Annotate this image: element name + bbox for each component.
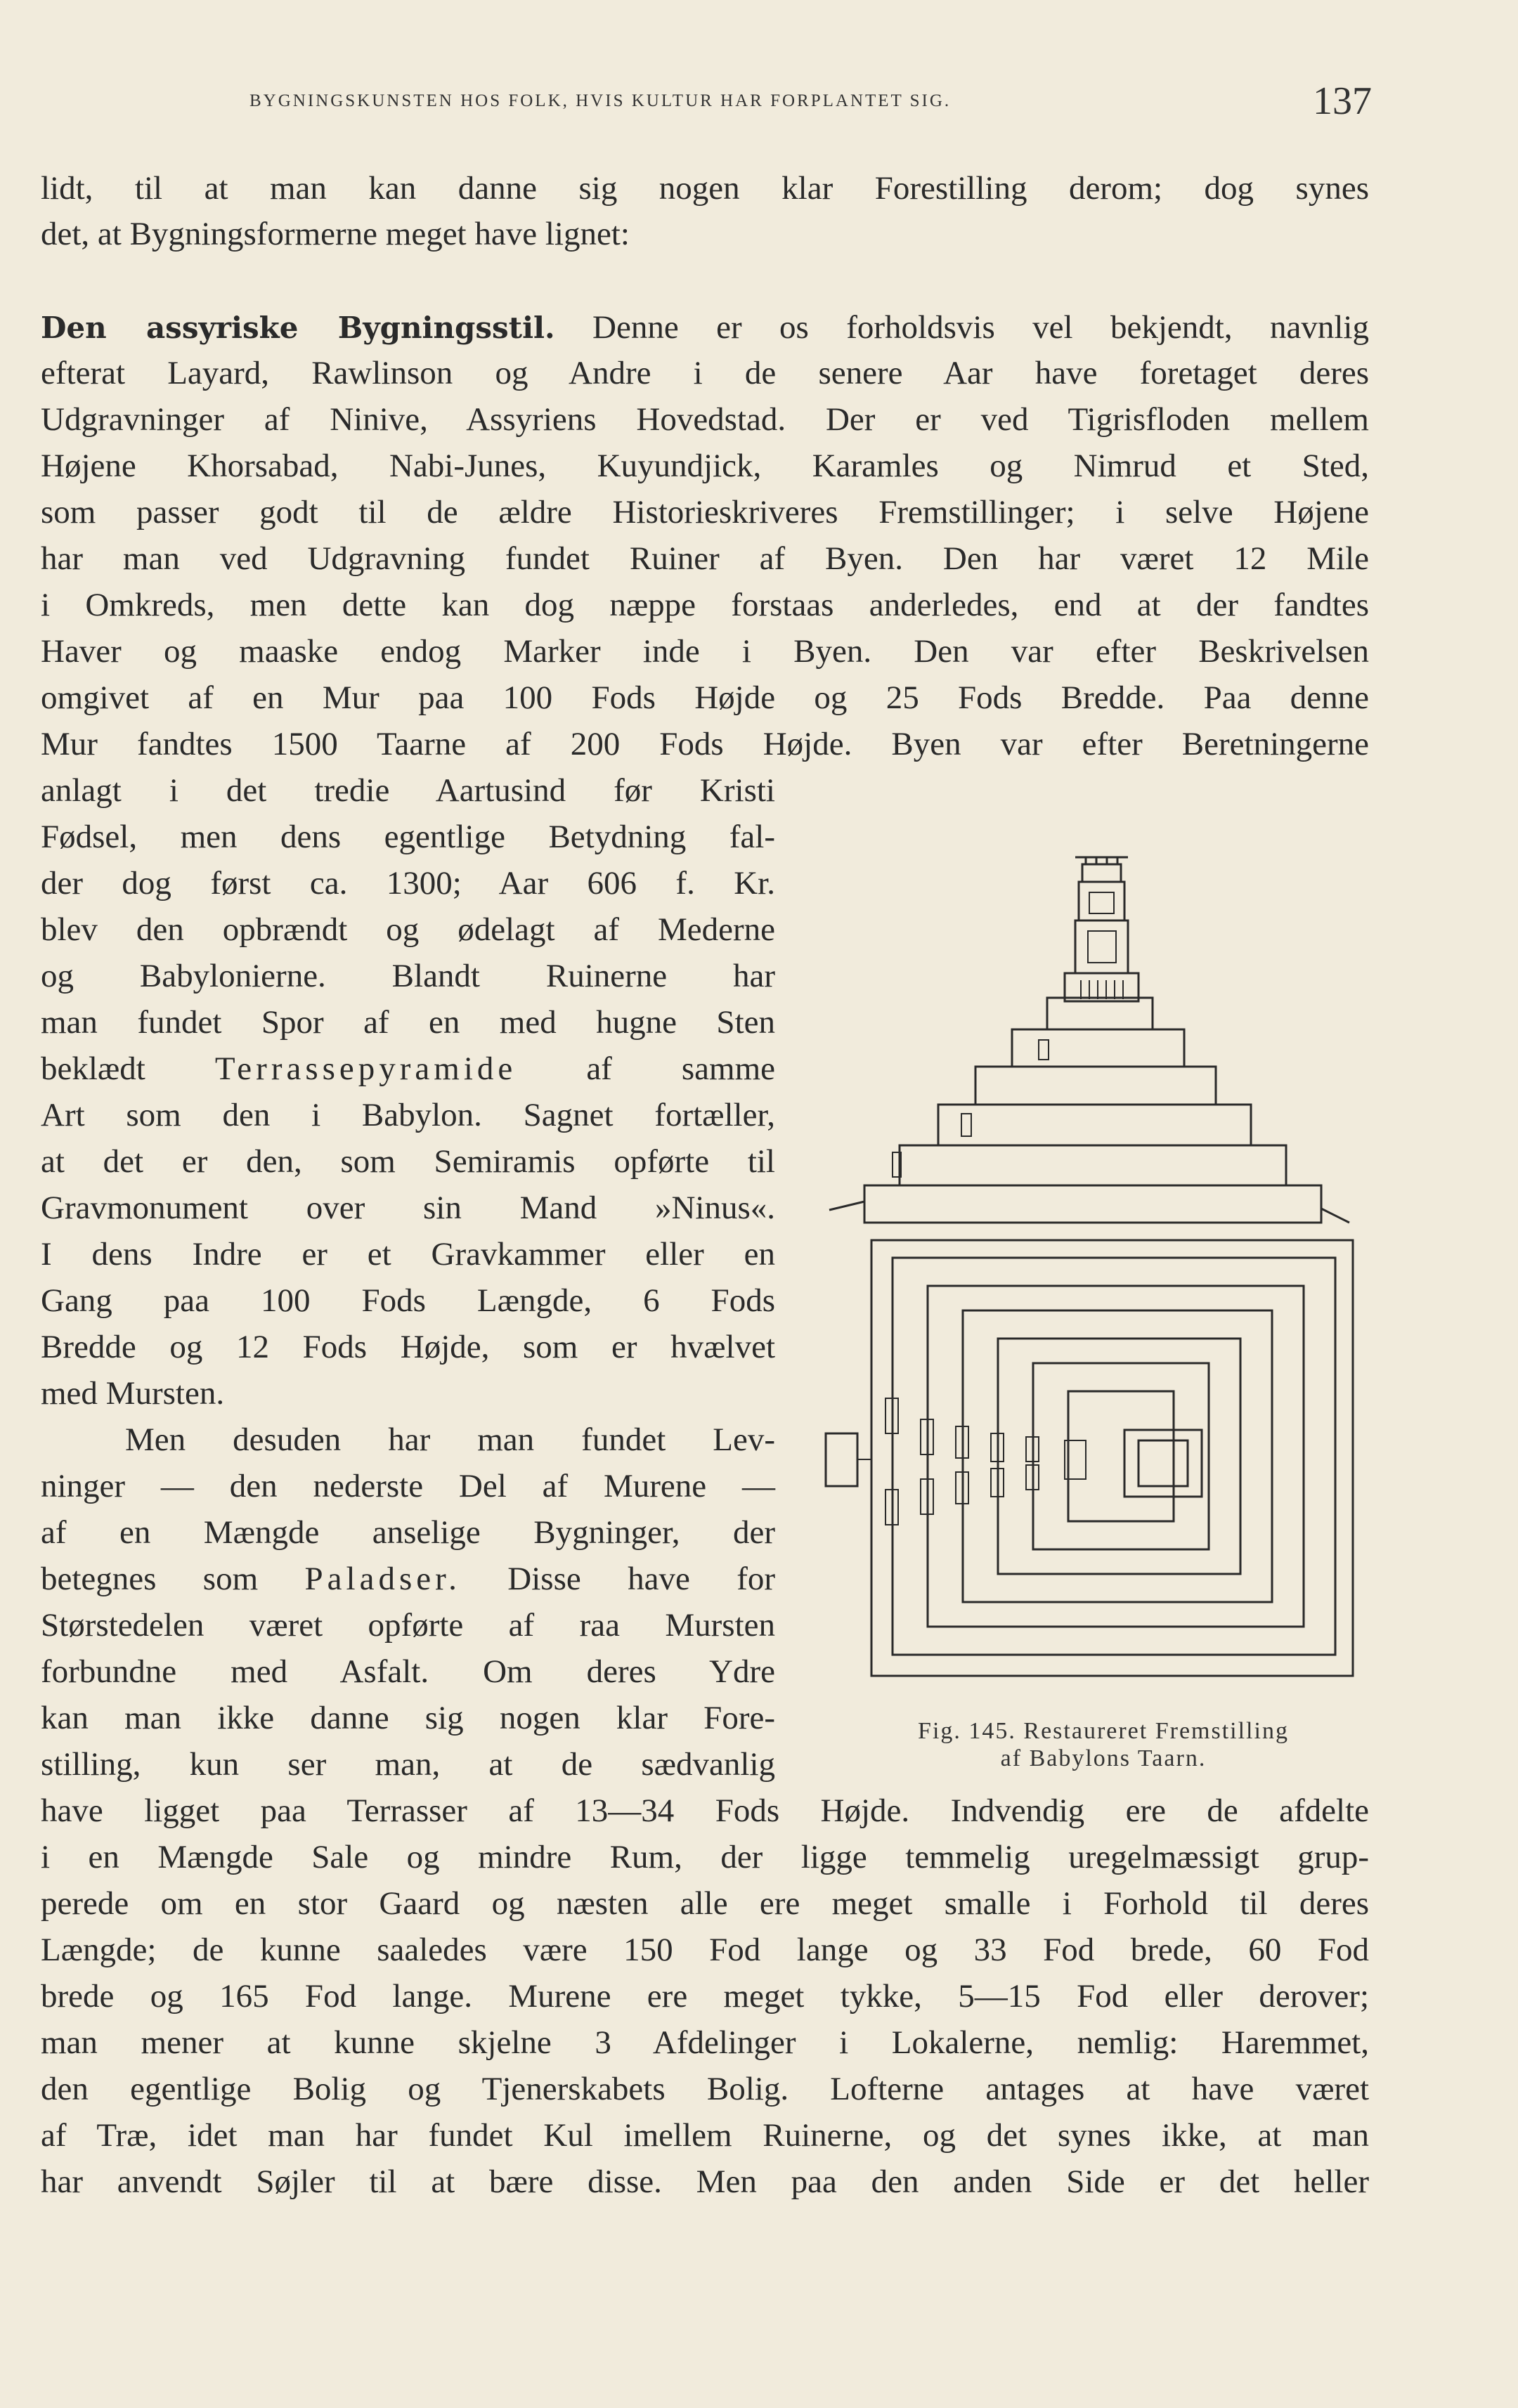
pyramid-tier [864, 1185, 1321, 1223]
text-line: perede om en stor Gaard og næsten alle ere meget smalle i Forhold til deres [41, 1885, 1369, 1922]
text-line: Men desuden har man fundet Lev- [125, 1421, 775, 1458]
plan-outline [871, 1240, 1353, 1676]
running-head: BYGNINGSKUNSTEN HOS FOLK, HVIS KULTUR HAR FORPLANTET SIG. [249, 91, 952, 110]
text-run: Disse have for [507, 1561, 776, 1597]
text-line: med Mursten. [41, 1375, 225, 1412]
text-line: det, at Bygningsformerne meget have lignet: [41, 216, 630, 252]
pyramid-tier [1047, 998, 1153, 1029]
text-line: Haver og maaske endog Marker inde i Byen. Den var efter Beskrivelsen [41, 633, 1369, 670]
text-line: brede og 165 Fod lange. Murene ere meget tykke, 5—15 Fod eller derover; [41, 1978, 1369, 2015]
text-line: har anvendt Søjler til at bære disse. Men paa den anden Side er det heller [41, 2163, 1369, 2200]
text-line: har man ved Udgravning fundet Ruiner af Byen. Den har været 12 Mile [41, 540, 1369, 577]
text-run: betegnes som [41, 1561, 259, 1597]
text-line: forbundne med Asfalt. Om deres Ydre [41, 1653, 775, 1690]
temple-upper [1079, 882, 1124, 920]
text-line: stilling, kun ser man, at de sædvanlig [41, 1746, 775, 1783]
text-line: der dog først ca. 1300; Aar 606 f. Kr. [41, 865, 775, 902]
text-line: Bredde og 12 Fods Højde, som er hvælvet [41, 1329, 775, 1365]
text-line-with-spaced-term [41, 1050, 775, 1087]
text-line: I dens Indre er et Gravkammer eller en [41, 1236, 775, 1273]
pyramid-tier [975, 1067, 1216, 1105]
text-line: omgivet af en Mur paa 100 Fods Højde og 25 Fods Bredde. Paa denne [41, 679, 1369, 716]
text-line: kan man ikke danne sig nogen klar Fore- [41, 1700, 775, 1736]
page-number: 137 [1313, 79, 1372, 123]
text-line: Gravmonument over sin Mand »Ninus«. [41, 1190, 775, 1226]
text-line: og Babylonierne. Blandt Ruinerne har [41, 958, 775, 994]
temple-body [1075, 920, 1128, 973]
text-line: af en Mængde anselige Bygninger, der [41, 1514, 775, 1551]
text-line-with-spaced-term [41, 1563, 775, 1596]
text-line: Størstedelen været opførte af raa Mursten [41, 1607, 775, 1644]
text-line: man fundet Spor af en med hugne Sten [41, 1004, 775, 1041]
text-line: Udgravninger af Ninive, Assyriens Hovedstad. Der er ved Tigrisfloden mellem [41, 401, 1369, 438]
temple-crown [1082, 864, 1121, 882]
text-line: Fødsel, men dens egentlige Betydning fal- [41, 819, 775, 855]
text-line: lidt, til at man kan danne sig nogen klar Forestilling derom; dog synes [41, 170, 1369, 207]
text-line: ninger — den nederste Del af Murene — [41, 1468, 775, 1504]
pyramid-tier [1012, 1029, 1184, 1067]
text-line: af Træ, idet man har fundet Kul imellem Ruinerne, og det synes ikke, at man [41, 2117, 1369, 2154]
text-run: af samme [586, 1050, 775, 1087]
section-heading: Den assyriske Bygningsstil. [41, 311, 555, 345]
plan-terrace [963, 1310, 1272, 1602]
text-line: i en Mængde Sale og mindre Rum, der ligge temmelig uregelmæssigt grup- [41, 1839, 1369, 1875]
text-line: Mur fandtes 1500 Taarne af 200 Fods Højde. Byen var efter Beretningerne [41, 726, 1369, 762]
plan-temple-inner [1138, 1440, 1188, 1486]
caption-line-1: Fig. 145. Restaureret Fremstilling [918, 1718, 1289, 1744]
text-run: Denne er os forholdsvis vel bekjendt, navnlig [592, 309, 1369, 346]
plan-terrace [1068, 1391, 1174, 1521]
caption-line-2: af Babylons Taarn. [1000, 1745, 1207, 1772]
text-run: beklædt [41, 1050, 145, 1087]
tower-illustration [815, 815, 1370, 1679]
text-line: Gang paa 100 Fods Længde, 6 Fods [41, 1282, 775, 1319]
plan-terrace [998, 1339, 1240, 1574]
text-line: anlagt i det tredie Aartusind før Kristi [41, 772, 775, 809]
text-line-with-heading [41, 311, 1369, 344]
text-line: i Omkreds, men dette kan dog næppe forstaas anderledes, end at der fandtes [41, 587, 1369, 623]
text-line: have ligget paa Terrasser af 13—34 Fods Højde. Indvendig ere de afdelte [41, 1792, 1369, 1829]
text-line: blev den opbrændt og ødelagt af Mederne [41, 911, 775, 948]
text-line: Længde; de kunne saaledes være 150 Fod lange og 33 Fod brede, 60 Fod [41, 1932, 1369, 1968]
pyramid-tier [938, 1105, 1251, 1145]
plan-terrace [893, 1258, 1335, 1655]
text-line: som passer godt til de ældre Historieskriveres Fremstillinger; i selve Højene [41, 494, 1369, 531]
text-line: Art som den i Babylon. Sagnet fortæller, [41, 1097, 775, 1133]
figure-caption [843, 1717, 1363, 1772]
spaced-term: Terrassepyramide [214, 1050, 517, 1087]
pyramid-tier [900, 1145, 1286, 1185]
ground-line [1321, 1209, 1349, 1223]
spaced-term: Paladser. [304, 1561, 461, 1597]
text-line: efterat Layard, Rawlinson og Andre i de senere Aar have foretaget deres [41, 355, 1369, 391]
plan-terrace [928, 1286, 1304, 1627]
tower-drawing [815, 815, 1370, 1679]
plan-gate [826, 1433, 857, 1486]
ground-line [829, 1202, 864, 1210]
text-line: den egentlige Bolig og Tjenerskabets Bolig. Lofterne antages at have været [41, 2071, 1369, 2107]
text-line: man mener at kunne skjelne 3 Afdelinger i Lokalerne, nemlig: Haremmet, [41, 2024, 1369, 2061]
text-line: Højene Khorsabad, Nabi-Junes, Kuyundjick, Karamles og Nimrud et Sted, [41, 448, 1369, 484]
text-line: at det er den, som Semiramis opførte til [41, 1143, 775, 1180]
